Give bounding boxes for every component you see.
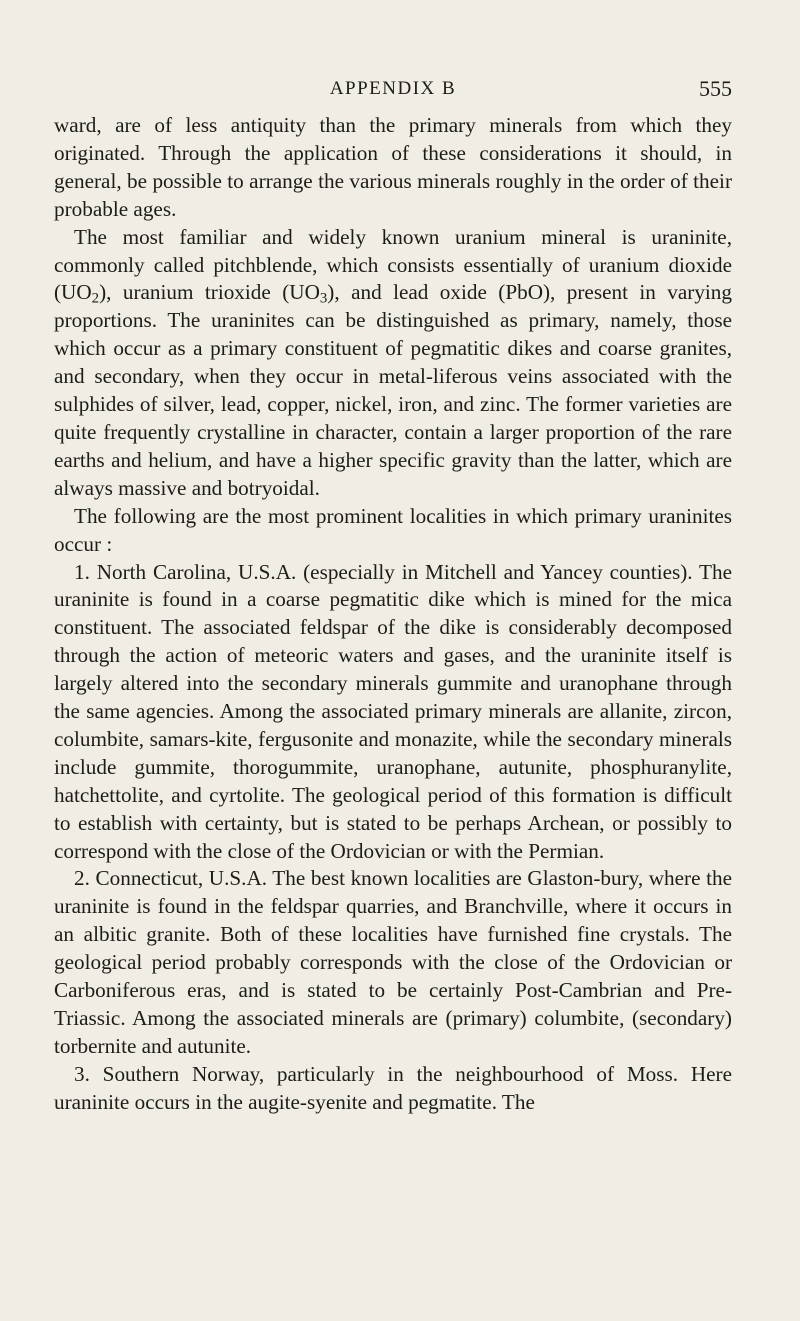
paragraph-southern-norway	[54, 1061, 732, 1117]
paragraph-localities-intro	[54, 503, 732, 559]
subscript: 3	[319, 291, 328, 308]
paragraph-text: 2. Connecticut, U.S.A. The best known localities are Glaston-bury, where the uraninite is found in the feldspar quarries, and Branchville, where it occurs in an albitic granite. Both of these localities have furnished fine crystals. The geological period probably corresponds with the close of the Ordovician or Carboniferous eras, and is stated to be certainly Post-Cambrian and Pre-Triassic. Among the associated minerals are (primary) columbite, (secondary) torbernite and autunite.	[54, 866, 732, 1058]
paragraph-text: 3. Southern Norway, particularly in the neighbourhood of Moss. Here uraninite occurs in the augite-syenite and pegmatite. The	[54, 1061, 732, 1114]
body-text	[54, 112, 732, 1117]
paragraph-continuation	[54, 112, 732, 224]
running-head: APPENDIX B	[329, 78, 457, 99]
paragraph-north-carolina	[54, 559, 732, 866]
paragraph-text: ward, are of less antiquity than the primary minerals from which they originated. Through the application of these considerations it should, in general, be possible to arrange the various minerals roughly in the order of their probable ages.	[54, 113, 732, 221]
paragraph-text: The most familiar and widely known uranium mineral is uraninite, commonly called pitchblende, which consists essentially of uranium dioxide (UO	[54, 224, 732, 305]
page-header	[54, 0, 732, 112]
subscript: 2	[91, 291, 100, 308]
paragraph-text: ), uranium trioxide (UO	[99, 280, 320, 305]
paragraph-connecticut	[54, 865, 732, 1060]
paragraph-text: The following are the most prominent localities in which primary uraninites occur :	[54, 503, 732, 556]
paragraph-text: 1. North Carolina, U.S.A. (especially in Mitchell and Yancey counties). The uraninite is found in a coarse pegmatitic dike which is mined for the mica constituent. The associated feldspar of the dike is considerably decomposed through the action of meteoric waters and gases, and the uraninite itself is largely altered into the secondary minerals gummite and uranophane through the same agencies. Among the associated primary minerals are allanite, zircon, columbite, samars-kite, fergusonite and monazite, while the secondary minerals include gummite, thorogummite, uranophane, autunite, phosphuranylite, hatchettolite, and cyrtolite. The geological period of this formation is difficult to establish with certainty, but is stated to be perhaps Archean, or possibly to correspond with the close of the Ordovician or with the Permian.	[54, 559, 732, 863]
page-number: 555	[699, 76, 732, 101]
paragraph-uraninite	[54, 224, 732, 503]
paragraph-text: ), and lead oxide (PbO), present in varying proportions. The uraninites can be distinguished as primary, namely, those which occur as a primary constituent of pegmatitic dikes and coarse granites, and secondary, when they occur in metal-liferous veins associated with the sulphides of silver, lead, copper, nickel, iron, and zinc. The former varieties are quite frequently crystalline in character, contain a larger proportion of the rare earths and helium, and have a higher specific gravity than the latter, which are always massive and botryoidal.	[54, 280, 732, 500]
